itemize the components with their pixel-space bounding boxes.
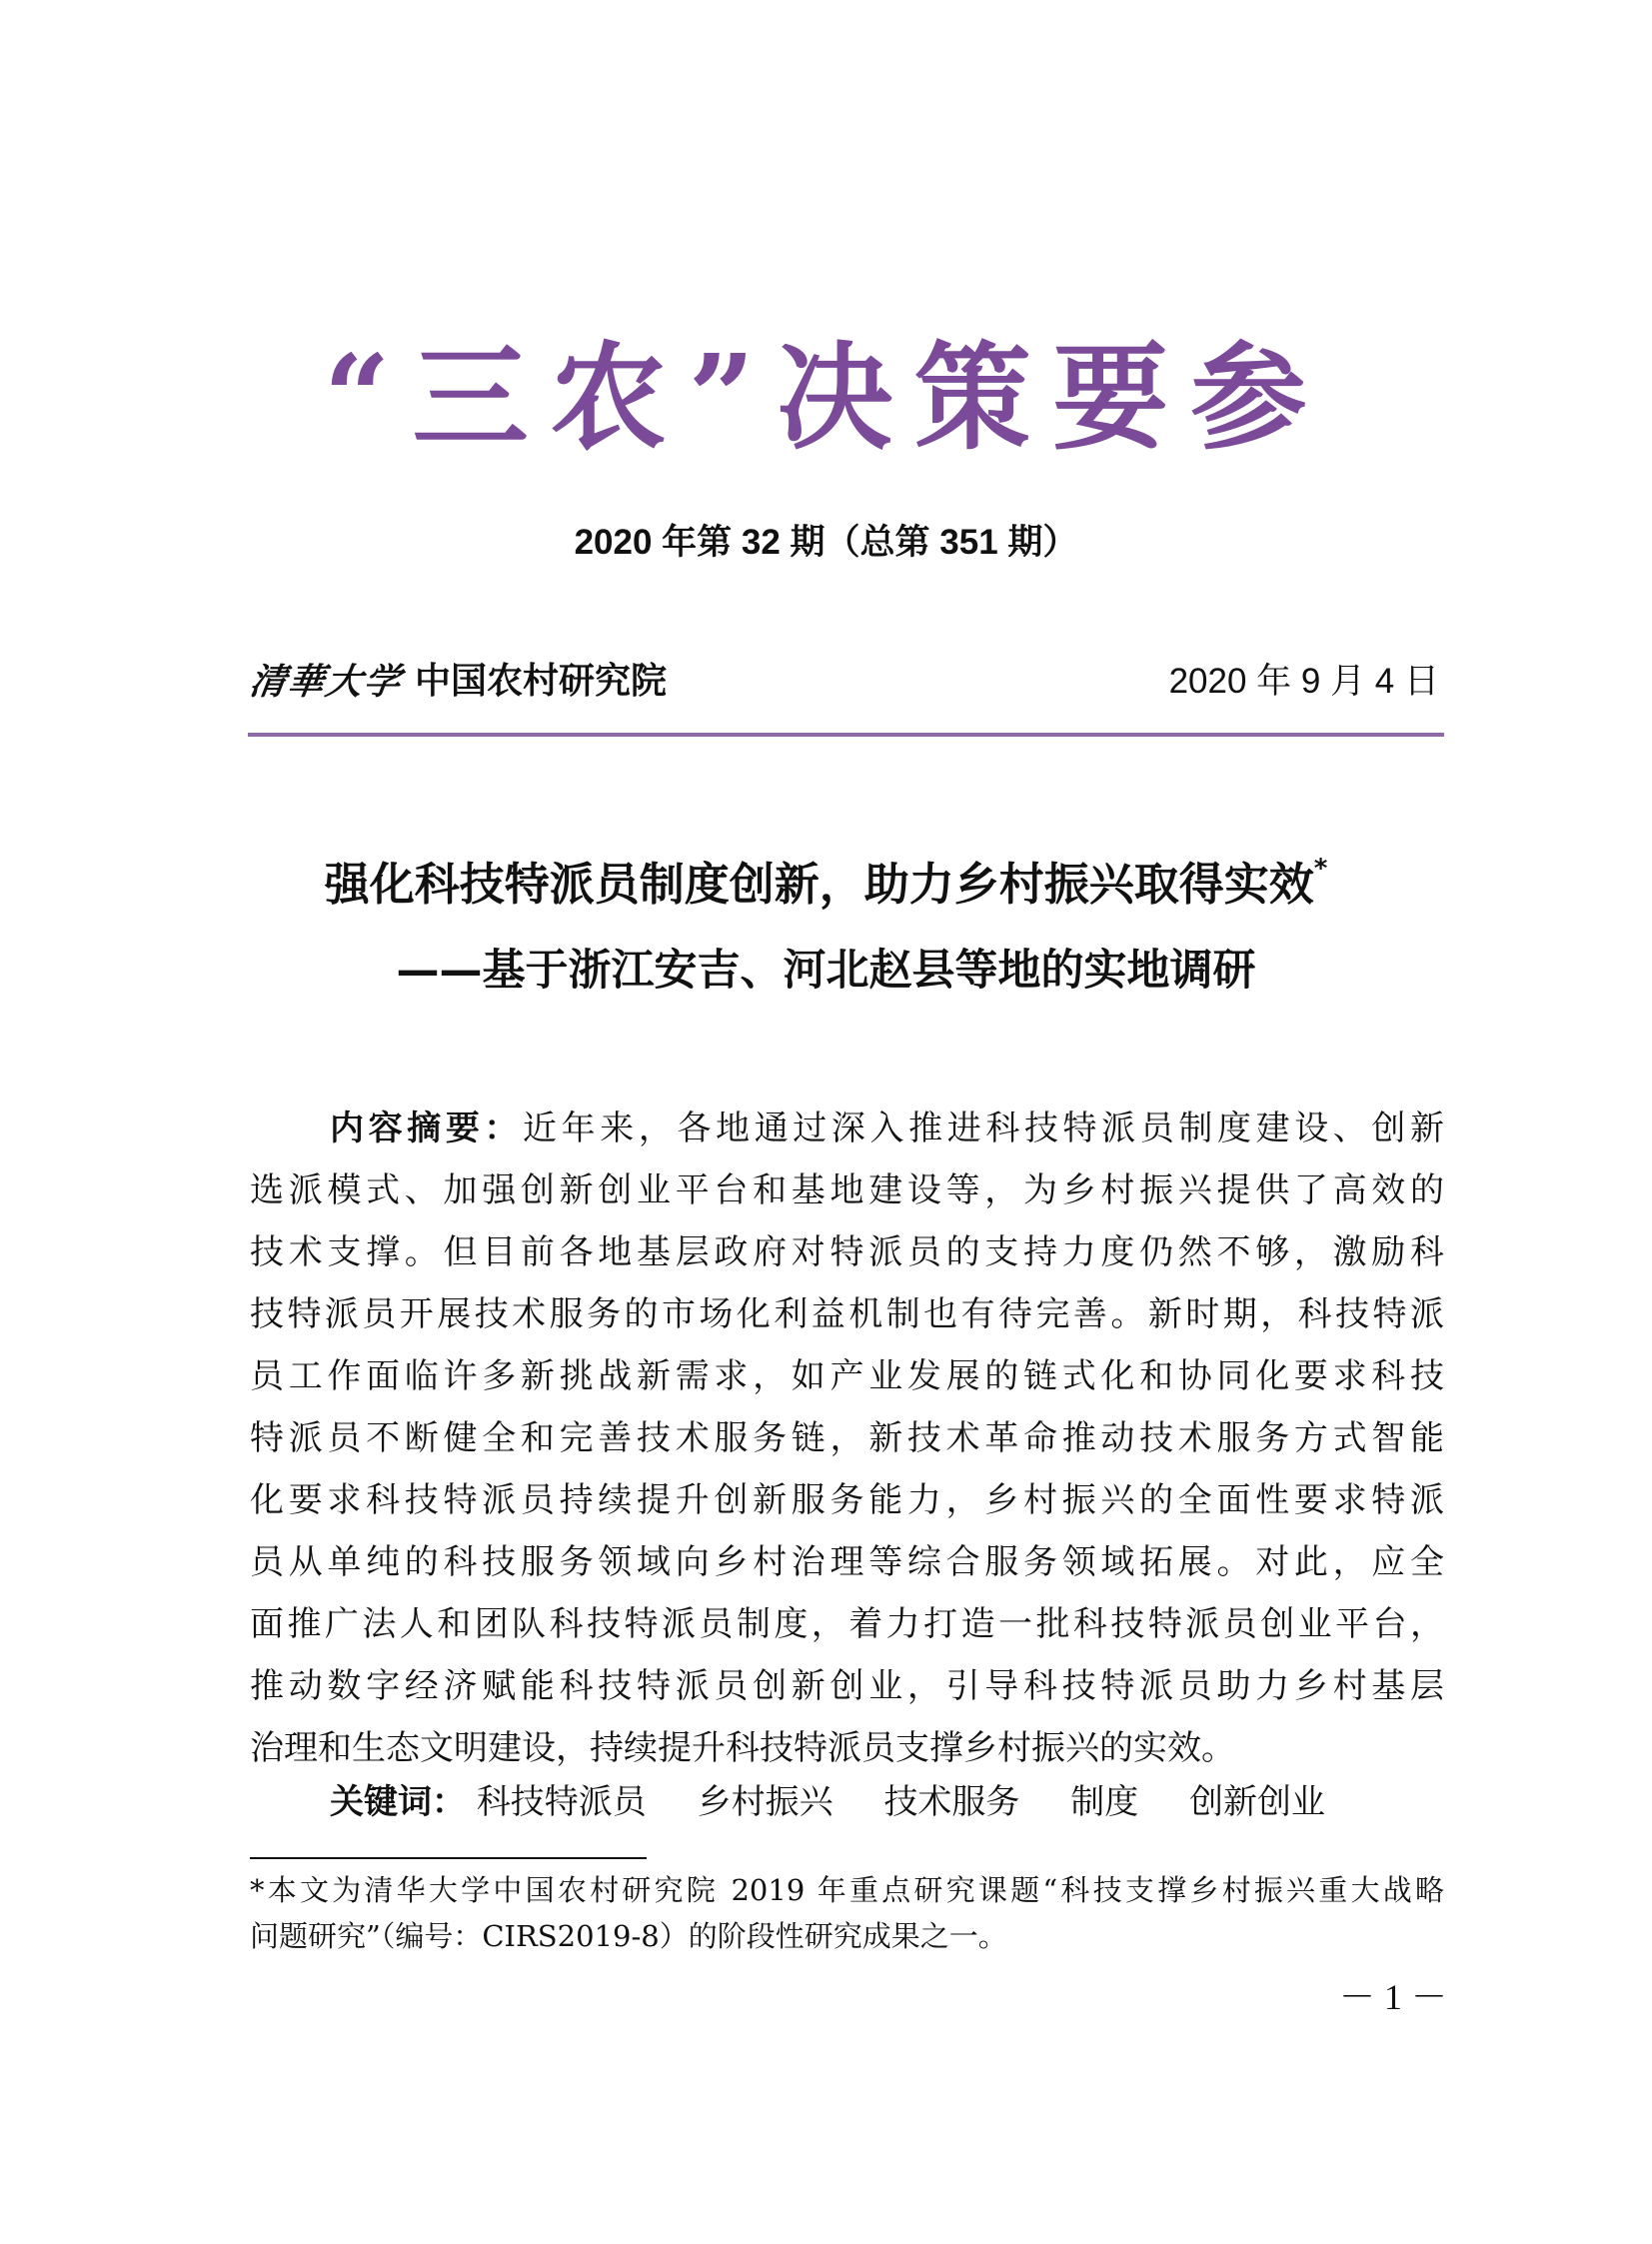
abstract-line	[250, 1098, 1444, 1159]
abstract-line: 面推广法人和团队科技特派员制度，着力打造一批科技特派员创业平台，	[250, 1604, 1444, 1644]
publish-date: 2020 年 9 月 4 日	[1168, 662, 1439, 701]
issue-number: 2020 年第 32 期（总第 351 期）	[574, 523, 1078, 562]
publisher-line	[247, 660, 1439, 720]
abstract-label: 内容摘要：	[330, 1109, 524, 1148]
title-footnote-mark: *	[1313, 854, 1328, 884]
abstract-line-text: 近年来，各地通过深入推进科技特派员制度建设、创新	[523, 1109, 1445, 1148]
abstract	[250, 1098, 1444, 1779]
abstract-line: 员工作面临许多新挑战新需求，如产业发展的链式化和协同化要求科技	[250, 1356, 1444, 1396]
header-divider	[248, 733, 1444, 737]
institute-name: 中国农村研究院	[415, 661, 668, 702]
keyword-item: 乡村振兴	[697, 1782, 833, 1822]
article-title-text: 强化科技特派员制度创新，助力乡村振兴取得实效	[324, 858, 1314, 911]
abstract-line: 技术支撑。但目前各地基层政府对特派员的支持力度仍然不够，激励科	[250, 1232, 1444, 1272]
keyword-item: 创新创业	[1189, 1782, 1326, 1822]
abstract-line: 技特派员开展技术服务的市场化利益机制也有待完善。新时期，科技特派	[250, 1294, 1444, 1334]
footnote	[250, 1867, 1444, 1959]
abstract-line: 特派员不断健全和完善技术服务链，新技术革命推动技术服务方式智能	[250, 1418, 1444, 1458]
abstract-line: 推动数字经济赋能科技特派员创新创业，引导科技特派员助力乡村基层	[250, 1666, 1444, 1706]
abstract-line: 治理和生态文明建设，持续提升科技特派员支撑乡村振兴的实效。	[250, 1728, 1235, 1768]
keywords-label: 关键词：	[330, 1782, 466, 1822]
keywords	[330, 1771, 1365, 1833]
article-subtitle: ——基于浙江安吉、河北赵县等地的实地调研	[396, 946, 1256, 996]
footnote-line: 问题研究”（编号：CIRS2019-8）的阶段性研究成果之一。	[250, 1919, 1007, 1953]
abstract-line: 选派模式、加强创新创业平台和基地建设等，为乡村振兴提供了高效的	[250, 1170, 1444, 1210]
keyword-item: 技术服务	[883, 1782, 1020, 1822]
masthead-title: “三农”决策要参	[323, 330, 1329, 466]
footnote-line: *本文为清华大学中国农村研究院 2019 年重点研究课题“科技支撑乡村振兴重大战略	[250, 1873, 1444, 1907]
abstract-line: 化要求科技特派员持续提升创新服务能力，乡村振兴的全面性要求特派	[250, 1480, 1444, 1520]
page-number: － 1 －	[1338, 1977, 1447, 2017]
article-title	[0, 854, 1652, 911]
keyword-item: 制度	[1070, 1782, 1139, 1822]
university-logo: 清華大学	[247, 661, 405, 703]
abstract-line: 员从单纯的科技服务领域向乡村治理等综合服务领域拓展。对此，应全	[250, 1542, 1444, 1582]
footnote-divider	[250, 1857, 647, 1859]
keyword-item: 科技特派员	[476, 1782, 647, 1822]
